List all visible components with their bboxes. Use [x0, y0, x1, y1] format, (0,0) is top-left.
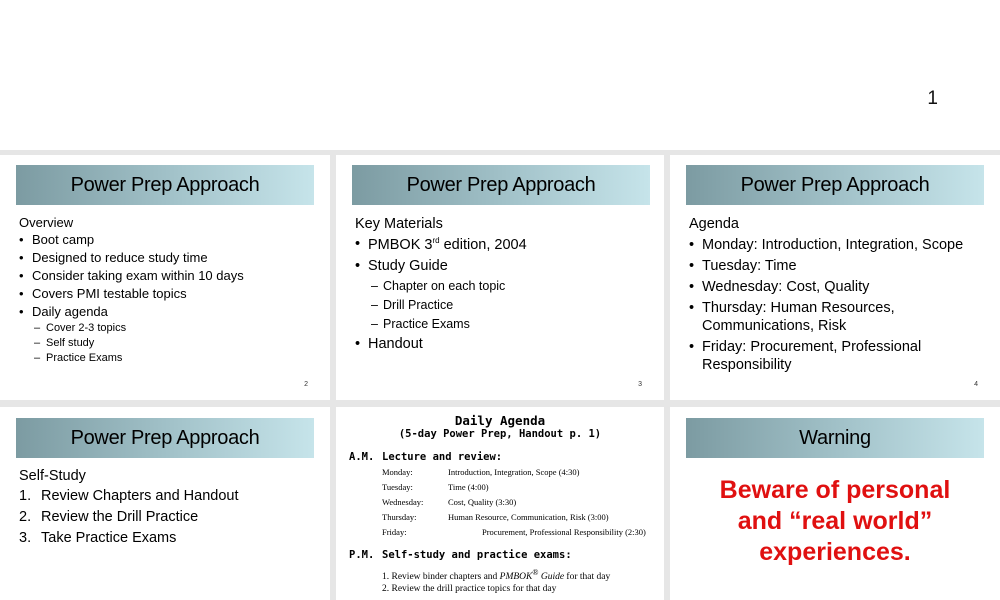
am-heading: A.M. Lecture and review:	[349, 451, 503, 463]
numbered-item: 3. Take Practice Exams	[19, 530, 177, 546]
slide-content	[355, 216, 654, 357]
bullet: • Daily agenda	[19, 304, 320, 319]
bullet: • Designed to reduce study time	[19, 250, 320, 265]
slide-number: 3	[638, 381, 642, 388]
slide-heading: Key Materials	[355, 216, 443, 232]
slide-heading: Agenda	[689, 216, 739, 232]
schedule-row: Thursday: Human Resource, Communication, Risk (3:00)	[382, 512, 609, 522]
sub-bullet: – Practice Exams	[19, 352, 320, 364]
bullet: • Covers PMI testable topics	[19, 286, 320, 301]
bullet-pmbok: • PMBOK 3rd edition, 2004	[355, 236, 654, 253]
schedule-row: Monday: Introduction, Integration, Scope (4:30)	[382, 467, 580, 477]
slide-title: Warning	[686, 418, 984, 458]
slide-agenda	[670, 155, 1000, 400]
pm-heading: P.M. Self-study and practice exams:	[349, 549, 572, 561]
sub-bullet: – Self study	[19, 337, 320, 349]
slide-heading: Overview	[19, 215, 74, 230]
slide-heading: Self-Study	[19, 468, 86, 484]
bullet: • Study Guide	[355, 258, 654, 274]
slide-title: Power Prep Approach	[352, 165, 650, 205]
schedule-row: Wednesday: Cost, Quality (3:30)	[382, 497, 517, 507]
slide-daily-agenda	[336, 407, 664, 600]
bullet: • Consider taking exam within 10 days	[19, 268, 320, 283]
bullet: • Tuesday: Time	[689, 257, 976, 275]
slide-content	[19, 215, 320, 367]
slide-number: 4	[974, 381, 978, 388]
slide-content	[19, 468, 320, 551]
slide-overview	[0, 155, 330, 400]
slide-title: Power Prep Approach	[686, 165, 984, 205]
slide-warning	[670, 407, 1000, 600]
pm-item: 2. Review the drill practice topics for that day	[382, 584, 557, 594]
sub-bullet: – Practice Exams	[355, 317, 654, 331]
sub-bullet: – Chapter on each topic	[355, 279, 654, 293]
pm-item: 1. Review binder chapters and PMBOK® Guide for that day	[382, 568, 611, 583]
sub-bullet: – Cover 2-3 topics	[19, 322, 320, 334]
sub-bullet: – Drill Practice	[355, 298, 654, 312]
bullet: • Boot camp	[19, 232, 320, 247]
agenda-title: Daily Agenda	[454, 413, 546, 428]
bullet: • Thursday: Human Resources, Communications, Risk	[689, 299, 976, 335]
schedule-row: Tuesday: Time (4:00)	[382, 482, 489, 492]
slide-key-materials	[336, 155, 664, 400]
slide-self-study	[0, 407, 330, 600]
bullet: • Wednesday: Cost, Quality	[689, 278, 976, 296]
slide-number: 2	[304, 381, 308, 388]
pm-list	[382, 568, 610, 600]
numbered-item: 2. Review the Drill Practice	[19, 509, 199, 525]
numbered-item: 1. Review Chapters and Handout	[19, 488, 239, 504]
schedule-list	[382, 467, 646, 542]
schedule-row: Friday: Procurement, Professional Responsibility (2:30)	[382, 527, 646, 537]
slide-title: Power Prep Approach	[16, 418, 314, 458]
warning-message: Beware of personal and “real world” experiences.	[719, 476, 951, 566]
page-number: 1	[927, 88, 938, 109]
cover-page	[0, 0, 1000, 150]
slide-title: Power Prep Approach	[16, 165, 314, 205]
bullet: • Handout	[355, 336, 654, 352]
bullet: • Friday: Procurement, Professional Responsibility	[689, 338, 976, 374]
slide-content	[689, 216, 976, 377]
agenda-subtitle: (5-day Power Prep, Handout p. 1)	[398, 428, 602, 440]
bullet: • Monday: Introduction, Integration, Scope	[689, 236, 976, 254]
